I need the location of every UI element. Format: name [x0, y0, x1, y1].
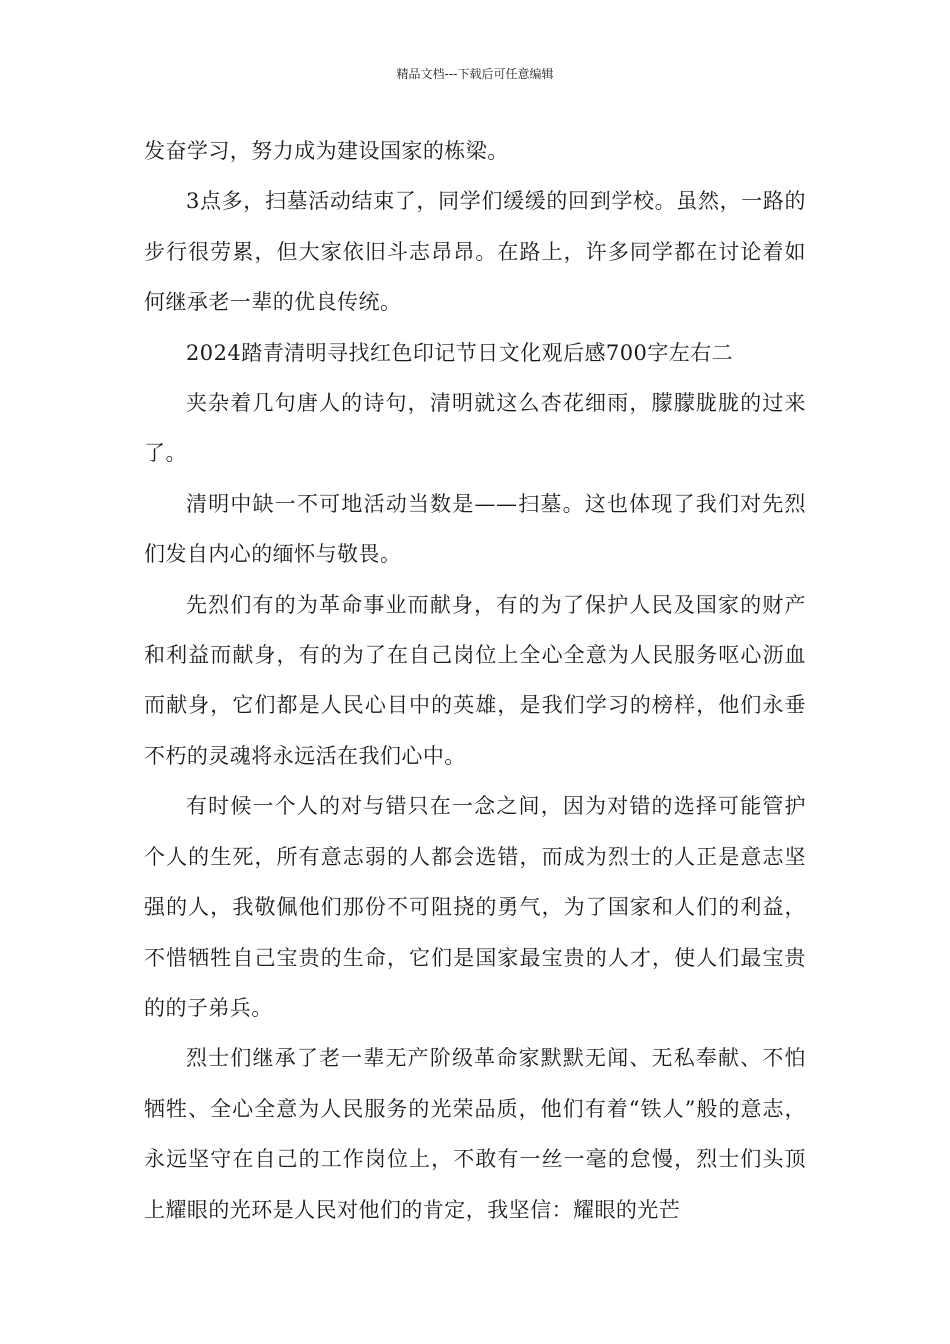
document-body	[144, 126, 806, 1235]
page-header: 精品文档---下载后可任意编辑	[396, 67, 554, 81]
section-heading: 2024踏青清明寻找红色印记节日文化观后感700字左右二	[186, 340, 734, 365]
paragraph: 3点多，扫墓活动结束了，同学们缓缓的回到学校。虽然，一路的步行很劳累，但大家依旧斗志昂昂。在路上，许多同学都在讨论着如何继承老一辈的优良传统。	[144, 189, 806, 315]
paragraph: 烈士们继承了老一辈无产阶级革命家默默无闻、无私奉献、不怕牺牲、全心全意为人民服务的光荣品质，他们有着“铁人”般的意志，永远坚守在自己的工作岗位上，不敢有一丝一毫的怠慢，烈士们头顶上耀眼的光环是人民对他们的肯定，我坚信：耀眼的光芒	[144, 1046, 806, 1222]
paragraph: 清明中缺一不可地活动当数是——扫墓。这也体现了我们对先烈们发自内心的缅怀与敬畏。	[144, 491, 806, 567]
paragraph: 发奋学习，努力成为建设国家的栋梁。	[144, 139, 509, 163]
paragraph: 夹杂着几句唐人的诗句，清明就这么杏花细雨，朦朦胧胧的过来了。	[144, 391, 806, 466]
paragraph: 有时候一个人的对与错只在一念之间，因为对错的选择可能管护个人的生死，所有意志弱的人都会选错，而成为烈士的人正是意志坚强的人，我敬佩他们那份不可阻挠的勇气，为了国家和人们的利益，不惜牺牲自己宝贵的生命，它们是国家最宝贵的人才，使人们最宝贵的的子弟兵。	[144, 794, 806, 1020]
paragraph: 先烈们有的为革命事业而献身，有的为了保护人民及国家的财产和利益而献身，有的为了在自己岗位上全心全意为人民服务呕心沥血而献身，它们都是人民心目中的英雄，是我们学习的榜样，他们永垂不朽的灵魂将永远活在我们心中。	[144, 592, 806, 768]
